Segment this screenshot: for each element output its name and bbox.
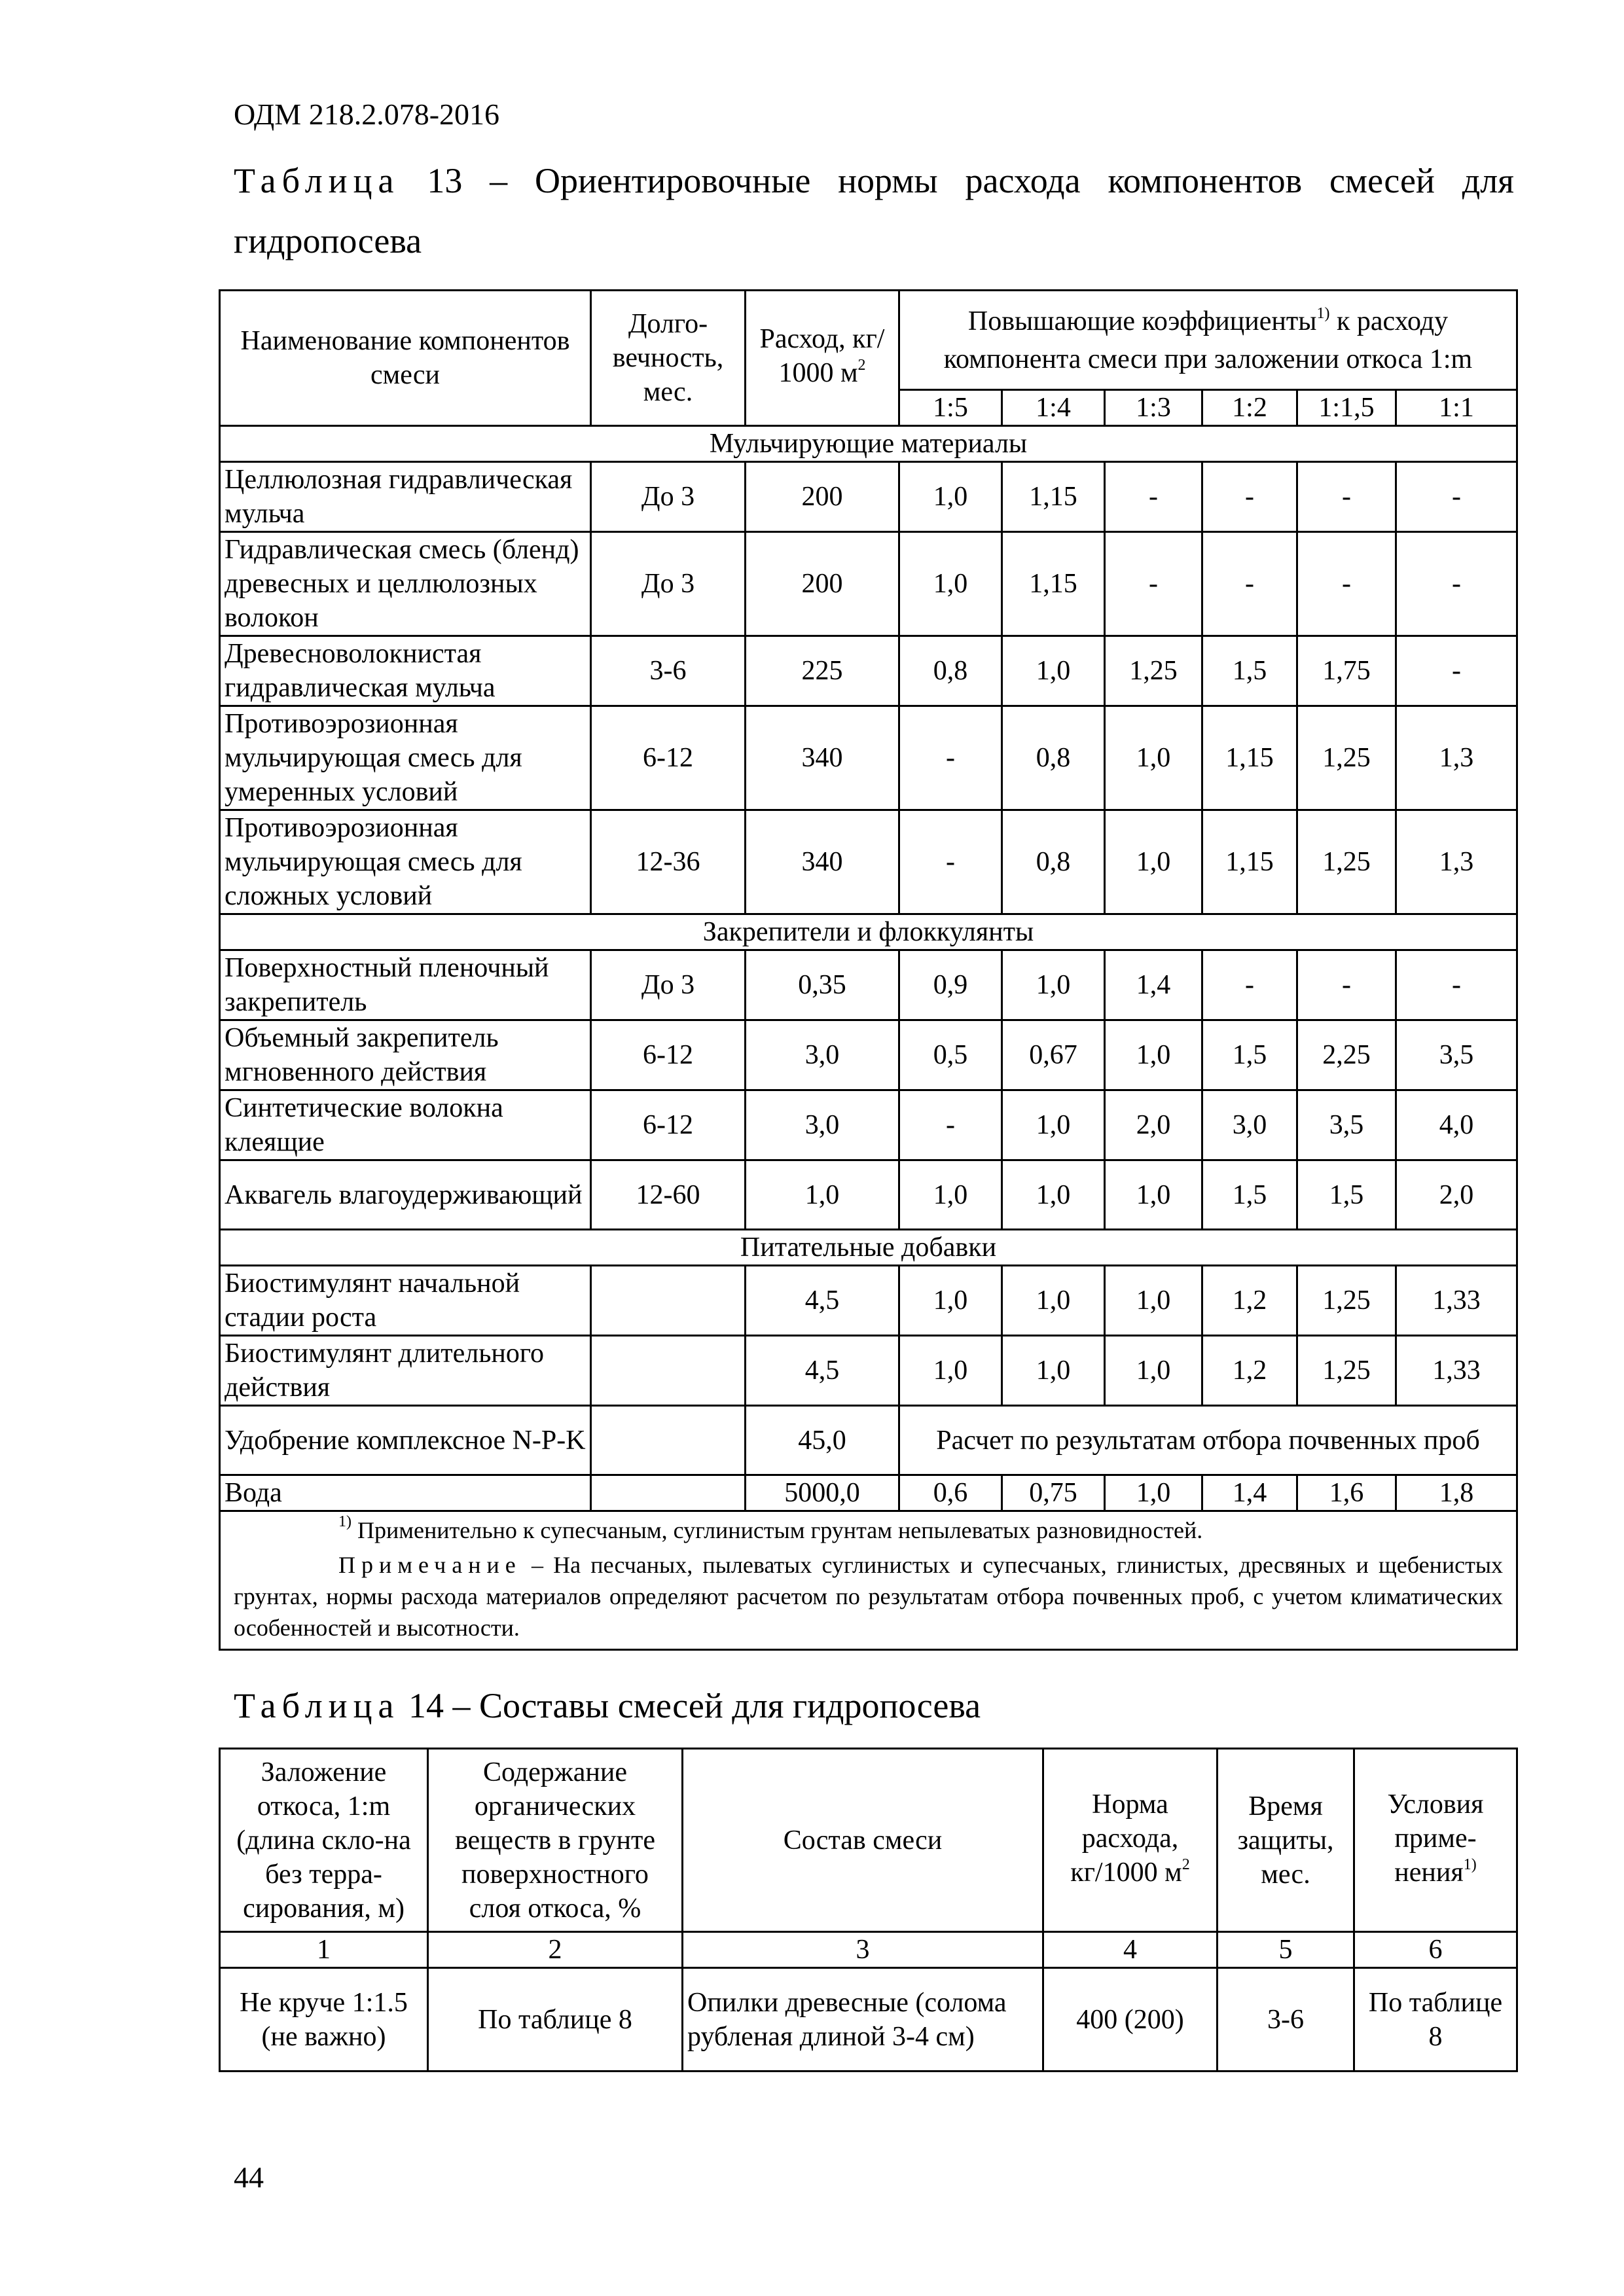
t14-header-rate [1043, 1749, 1218, 1932]
caption-number: 14 [408, 1686, 444, 1725]
coefficient-cell: 1,15 [1202, 706, 1297, 810]
coefficient-cell: 1,5 [1202, 1160, 1297, 1230]
table-row [220, 636, 1517, 706]
column-number: 1 [220, 1932, 428, 1968]
coefficient-cell: 1,0 [1105, 1336, 1202, 1406]
coefficient-cell: 1,25 [1105, 636, 1202, 706]
coefficient-cell: 1,15 [1202, 810, 1297, 914]
section-row [220, 914, 1517, 950]
section-title: Закрепители и флоккулянты [220, 914, 1517, 950]
table-13-caption [234, 151, 1514, 271]
coefficient-cell: - [1297, 532, 1396, 636]
section-title: Питательные добавки [220, 1230, 1517, 1266]
coefficient-cell: 1,0 [899, 462, 1002, 532]
column-number: 6 [1354, 1932, 1517, 1968]
rate-cell: 200 [746, 532, 899, 636]
t14-header-rate-text: Норма расхода, кг/1000 м [1070, 1789, 1182, 1888]
coefficient-cell: 1,0 [1105, 1266, 1202, 1336]
rate-cell: 340 [746, 706, 899, 810]
slope-header-cell: 1:5 [899, 390, 1002, 426]
coefficient-cell: - [1202, 532, 1297, 636]
header-durability: Долго-вечность, мес. [591, 291, 746, 426]
footnote [234, 1515, 1503, 1549]
coefficient-cell: 3,5 [1396, 1020, 1517, 1090]
header-coef-sup: 1) [1316, 304, 1330, 322]
t14-header-organic: Содержание органических веществ в грунте поверхностного слоя откоса, % [428, 1749, 683, 1932]
coefficient-cell: 1,33 [1396, 1266, 1517, 1336]
table-row [220, 462, 1517, 532]
coefficient-cell: 1,3 [1396, 810, 1517, 914]
coefficient-cell: 1,25 [1297, 1336, 1396, 1406]
durability-cell: 6-12 [591, 706, 746, 810]
t14-cell-mix: Опилки древесные (солома рубленая длиной 3-4 см) [683, 1968, 1043, 2072]
coefficient-cell: 2,0 [1396, 1160, 1517, 1230]
coefficient-cell: 1,0 [899, 1266, 1002, 1336]
section-title: Мульчирующие материалы [220, 426, 1517, 462]
table-14 [219, 1748, 1518, 2072]
table-row [220, 810, 1517, 914]
coefficient-cell: 0,75 [1002, 1475, 1105, 1511]
coefficient-cell: 0,6 [899, 1475, 1002, 1511]
component-name: Поверхностный пленочный закрепитель [220, 950, 591, 1020]
t14-cell-protection-time: 3-6 [1218, 1968, 1354, 2072]
slope-header-cell: 1:2 [1202, 390, 1297, 426]
coefficient-cell: - [1396, 532, 1517, 636]
coefficient-cell: - [1202, 950, 1297, 1020]
component-name: Объемный закрепитель мгновенного действия [220, 1020, 591, 1090]
water-rate: 5000,0 [746, 1475, 899, 1511]
section-row [220, 1230, 1517, 1266]
coefficient-cell: 1,0 [899, 1160, 1002, 1230]
coefficient-cell: 1,0 [1105, 1475, 1202, 1511]
durability-cell: 6-12 [591, 1090, 746, 1160]
slope-header-cell: 1:1,5 [1297, 390, 1396, 426]
coefficient-cell: - [899, 810, 1002, 914]
coefficient-cell: 1,0 [1105, 1020, 1202, 1090]
table-13 [219, 289, 1518, 1651]
footnote-mark: 1) [338, 1513, 352, 1530]
coefficient-cell: 1,5 [1202, 1020, 1297, 1090]
header-rate-sup: 2 [857, 357, 866, 374]
coefficient-cell: 1,0 [1002, 950, 1105, 1020]
t14-header-conditions-text: Условия приме-нения [1387, 1789, 1484, 1888]
column-number: 5 [1218, 1932, 1354, 1968]
note-label: Примечание [338, 1552, 522, 1578]
component-name: Синтетические волокна клеящие [220, 1090, 591, 1160]
slope-header-cell: 1:1 [1396, 390, 1517, 426]
t14-header-mix: Состав смеси [683, 1749, 1043, 1932]
coefficient-cell: 1,25 [1297, 1266, 1396, 1336]
rate-cell: 4,5 [746, 1336, 899, 1406]
table-14-caption [234, 1676, 1514, 1736]
t14-header-conditions [1354, 1749, 1517, 1932]
coefficient-cell: - [899, 706, 1002, 810]
durability-cell: 3-6 [591, 636, 746, 706]
header-name: Наименование компонентов смеси [220, 291, 591, 426]
coefficient-cell: 1,0 [1002, 1336, 1105, 1406]
t14-header-conditions-sup: 1) [1463, 1856, 1477, 1873]
coefficient-cell: 1,4 [1202, 1475, 1297, 1511]
coefficient-cell: 1,0 [1002, 1090, 1105, 1160]
rate-cell: 3,0 [746, 1090, 899, 1160]
component-name: Целлюлозная гидравлическая мульча [220, 462, 591, 532]
table-row [220, 950, 1517, 1020]
t14-cell-conditions: По таблице 8 [1354, 1968, 1517, 2072]
t14-header-slope: Заложение откоса, 1:m (длина скло-на без терра-сирования, м) [220, 1749, 428, 1932]
coefficient-cell: 0,9 [899, 950, 1002, 1020]
durability-cell [591, 1336, 746, 1406]
header-coef-a: Повышающие коэффициенты [967, 306, 1317, 336]
table-row [220, 1336, 1517, 1406]
footnote-text: Применительно к супесчаным, суглинистым грунтам непылеватых разновидностей. [357, 1517, 1203, 1543]
coefficient-cell: 1,6 [1297, 1475, 1396, 1511]
water-durability [591, 1475, 746, 1511]
component-name: Древесноволокнистая гидравлическая мульча [220, 636, 591, 706]
table-row [220, 532, 1517, 636]
coefficient-cell: - [1105, 532, 1202, 636]
coefficient-cell: 3,0 [1202, 1090, 1297, 1160]
rate-cell: 0,35 [746, 950, 899, 1020]
coefficient-cell: 1,5 [1297, 1160, 1396, 1230]
component-name: Аквагель влагоудерживающий [220, 1160, 591, 1230]
header-coefficients [899, 291, 1517, 390]
coefficient-cell: 1,2 [1202, 1266, 1297, 1336]
durability-cell: 12-36 [591, 810, 746, 914]
rate-cell: 3,0 [746, 1020, 899, 1090]
component-name: Гидравлическая смесь (бленд) древесных и целлюлозных волокон [220, 532, 591, 636]
rate-cell: 4,5 [746, 1266, 899, 1336]
table-row [220, 1020, 1517, 1090]
coefficient-cell: 2,25 [1297, 1020, 1396, 1090]
durability-cell [591, 1266, 746, 1336]
durability-cell: 6-12 [591, 1020, 746, 1090]
rate-cell: 1,0 [746, 1160, 899, 1230]
note-text: – На песчаных, пылеватых суглинистых и супесчаных, глинистых, дресвяных и щебенистых грунтах, нормы расхода материалов определяют расчетом по результатам отбора почвенных проб, с учетом климатических особенностей и высотности. [234, 1552, 1504, 1641]
page-number: 44 [234, 2161, 264, 2194]
t14-cell-organic: По таблице 8 [428, 1968, 683, 2072]
coefficient-cell: 1,25 [1297, 810, 1396, 914]
coefficient-cell: 0,67 [1002, 1020, 1105, 1090]
coefficient-cell: 1,2 [1202, 1336, 1297, 1406]
column-number: 2 [428, 1932, 683, 1968]
component-name: Противоэрозионная мульчирующая смесь для сложных условий [220, 810, 591, 914]
coefficient-cell: 4,0 [1396, 1090, 1517, 1160]
caption-label: Таблица [234, 1686, 400, 1725]
coefficient-cell: 1,15 [1002, 462, 1105, 532]
coefficient-cell: - [1396, 636, 1517, 706]
table-row [220, 1266, 1517, 1336]
coefficient-cell: 1,0 [1105, 1160, 1202, 1230]
t14-header-rate-sup: 2 [1182, 1856, 1190, 1873]
coefficient-cell: 1,0 [1105, 810, 1202, 914]
coefficient-cell: 3,5 [1297, 1090, 1396, 1160]
coefficient-cell: 1,5 [1202, 636, 1297, 706]
table-row [220, 1160, 1517, 1230]
header-rate-text: Расход, кг/ 1000 м [759, 324, 885, 388]
caption-text: – Ориентировочные нормы расхода компонентов смесей для гидропосева [234, 161, 1515, 260]
rate-cell: 225 [746, 636, 899, 706]
npk-rate: 45,0 [746, 1406, 899, 1475]
caption-text: – Составы смесей для гидропосева [452, 1686, 981, 1725]
header-coef-b: к расходу компонента смеси при заложении откоса 1:m [943, 306, 1473, 374]
caption-label: Таблица [234, 161, 400, 200]
component-name: Биостимулянт длительного действия [220, 1336, 591, 1406]
section-row [220, 426, 1517, 462]
coefficient-cell: 1,0 [1002, 1266, 1105, 1336]
t14-header-protection-time: Время защиты, мес. [1218, 1749, 1354, 1932]
npk-name: Удобрение комплексное N-P-K [220, 1406, 591, 1475]
coefficient-cell: 1,0 [899, 532, 1002, 636]
table-row [220, 1090, 1517, 1160]
coefficient-cell: - [1297, 950, 1396, 1020]
caption-number: 13 [427, 161, 463, 200]
coefficient-cell: - [1396, 462, 1517, 532]
coefficient-cell: 1,3 [1396, 706, 1517, 810]
document-code: ОДМ 218.2.078-2016 [234, 98, 500, 131]
coefficient-cell: 0,5 [899, 1020, 1002, 1090]
slope-header-cell: 1:3 [1105, 390, 1202, 426]
coefficient-cell: 0,8 [1002, 706, 1105, 810]
note [234, 1549, 1503, 1643]
component-name: Биостимулянт начальной стадии роста [220, 1266, 591, 1336]
slope-header-cell: 1:4 [1002, 390, 1105, 426]
coefficient-cell: 1,0 [899, 1336, 1002, 1406]
coefficient-cell: 0,8 [899, 636, 1002, 706]
water-name: Вода [220, 1475, 591, 1511]
coefficient-cell: 2,0 [1105, 1090, 1202, 1160]
coefficient-cell: 1,33 [1396, 1336, 1517, 1406]
component-name: Противоэрозионная мульчирующая смесь для умеренных условий [220, 706, 591, 810]
coefficient-cell: - [899, 1090, 1002, 1160]
coefficient-cell: 1,0 [1105, 706, 1202, 810]
durability-cell: До 3 [591, 532, 746, 636]
coefficient-cell: - [1396, 950, 1517, 1020]
coefficient-cell: - [1202, 462, 1297, 532]
coefficient-cell: 1,0 [1002, 636, 1105, 706]
t14-cell-rate: 400 (200) [1043, 1968, 1218, 2072]
coefficient-cell: 1,75 [1297, 636, 1396, 706]
header-rate [746, 291, 899, 426]
coefficient-cell: - [1105, 462, 1202, 532]
durability-cell: До 3 [591, 950, 746, 1020]
table-row [220, 706, 1517, 810]
durability-cell: До 3 [591, 462, 746, 532]
coefficient-cell: 1,15 [1002, 532, 1105, 636]
t14-cell-slope: Не круче 1:1.5 (не важно) [220, 1968, 428, 2072]
coefficient-cell: - [1297, 462, 1396, 532]
npk-durability [591, 1406, 746, 1475]
table-13-notes [220, 1511, 1517, 1650]
coefficient-cell: 0,8 [1002, 810, 1105, 914]
rate-cell: 340 [746, 810, 899, 914]
coefficient-cell: 1,4 [1105, 950, 1202, 1020]
npk-note: Расчет по результатам отбора почвенных проб [899, 1406, 1517, 1475]
coefficient-cell: 1,0 [1002, 1160, 1105, 1230]
coefficient-cell: 1,8 [1396, 1475, 1517, 1511]
coefficient-cell: 1,25 [1297, 706, 1396, 810]
column-number: 4 [1043, 1932, 1218, 1968]
column-number: 3 [683, 1932, 1043, 1968]
rate-cell: 200 [746, 462, 899, 532]
durability-cell: 12-60 [591, 1160, 746, 1230]
